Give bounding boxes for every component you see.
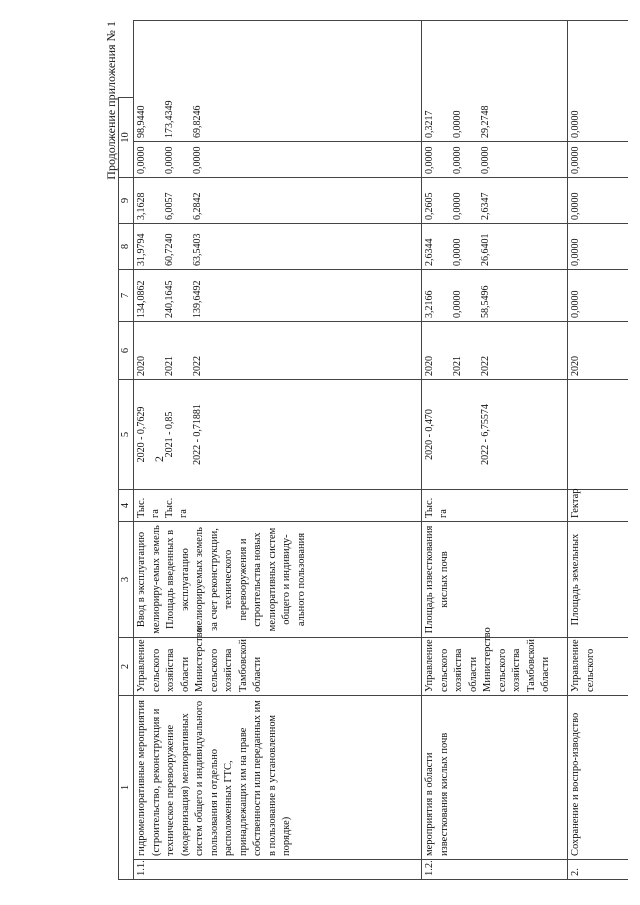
term-value: 2021 - 0,85 <box>164 411 176 458</box>
col9-value: 0,0000 <box>570 146 582 174</box>
indicator: Площадь известкования кислых почв <box>422 522 568 638</box>
col9-value: 0,0000 <box>136 146 148 174</box>
col10-value: 0,0000 <box>452 110 464 138</box>
col6-value: 134,0862 <box>136 280 148 318</box>
term-value: 2022 - 0,71881 <box>192 404 204 465</box>
col7-value: 31,9794 <box>136 233 148 266</box>
term-value: 2020 - 0,470 <box>424 409 436 460</box>
row-number: 1.1. <box>134 860 422 880</box>
header-col-4: 4 <box>119 490 134 522</box>
year-value: 2022 <box>192 356 204 376</box>
unit-cell <box>568 490 628 522</box>
col8-cell <box>568 178 628 224</box>
measure-name: Сохранение и воспро-изводство <box>568 696 628 860</box>
table-row <box>134 21 422 880</box>
col10-cell <box>134 21 422 142</box>
col10-value: 69,8246 <box>192 105 204 138</box>
col9-value: 0,0000 <box>452 146 464 174</box>
col10-value: 98,9440 <box>136 105 148 138</box>
header-col-7: 7 <box>119 270 134 322</box>
header-col-5: 5 <box>119 380 134 490</box>
col10-cell <box>568 21 628 142</box>
executor: Управление сельского <box>568 638 628 696</box>
program-table <box>118 20 628 880</box>
col8-value: 6,0057 <box>164 192 176 220</box>
continuation-title: Продолжение приложения № 1 <box>104 21 118 180</box>
col9-value: 0,0000 <box>192 146 204 174</box>
col8-value: 0,0000 <box>452 192 464 220</box>
col7-value: 0,0000 <box>452 238 464 266</box>
col7-cell <box>134 224 422 270</box>
col10-value: 0,3217 <box>424 110 436 138</box>
col9-value: 0,0000 <box>164 146 176 174</box>
year-value: 2021 <box>452 356 464 376</box>
col6-cell <box>422 270 568 322</box>
header-col-9: 9 <box>119 178 134 224</box>
col6-value: 0,0000 <box>570 290 582 318</box>
col10-value: 0,0000 <box>570 110 582 138</box>
table-row <box>422 21 568 880</box>
col8-cell <box>422 178 568 224</box>
col9-cell <box>422 142 568 178</box>
term-value: 2020 - 0,7629 <box>136 406 148 463</box>
indicator: Площадь земельных <box>568 522 628 638</box>
col6-value: 240,1645 <box>164 280 176 318</box>
year-value: 2020 <box>424 356 436 376</box>
col8-value: 3,1628 <box>136 192 148 220</box>
year-value: 2020 <box>570 356 582 376</box>
col6-value: 58,5496 <box>480 285 492 318</box>
col7-cell <box>422 224 568 270</box>
col7-value: 0,0000 <box>570 238 582 266</box>
col7-value: 26,6401 <box>480 233 492 266</box>
executor: Управление сельского хозяйства области Министерство сельского хозяйства Тамбовской области <box>422 638 568 696</box>
col7-value: 2,6344 <box>424 238 436 266</box>
unit-cell <box>422 490 568 522</box>
indicator: Ввод в эксплуатацию мелиориру-емых земель Площадь введенных в эксплуатацию мелиорируемых земель за счет реконструкции, технического перевооружения и строительства новых мелиоративных систем общего и индивиду-ального пользования <box>134 522 422 638</box>
header-col-1: 1 <box>119 696 134 880</box>
term-value: 2022 - 6,75574 <box>480 404 492 465</box>
col10-cell <box>422 21 568 142</box>
col7-cell <box>568 224 628 270</box>
page-number: 2 <box>152 456 166 462</box>
year-cell <box>422 322 568 380</box>
header-col-8: 8 <box>119 224 134 270</box>
col9-cell <box>134 142 422 178</box>
header-col-10: 10 <box>119 98 134 178</box>
executor: Управление сельского хозяйства области Министерство сельского хозяйства Тамбовской области <box>134 638 422 696</box>
term-cell <box>134 380 422 490</box>
col6-value: 139,6492 <box>192 280 204 318</box>
col9-cell <box>568 142 628 178</box>
unit-cell <box>134 490 422 522</box>
col8-value: 6,2842 <box>192 192 204 220</box>
col8-cell <box>134 178 422 224</box>
col6-cell <box>134 270 422 322</box>
col6-value: 3,2166 <box>424 290 436 318</box>
measure-name: мероприятия в области известкования кислых почв <box>422 696 568 860</box>
row-number: 2. <box>568 860 628 880</box>
col8-value: 0,0000 <box>570 192 582 220</box>
col6-cell <box>568 270 628 322</box>
col8-value: 0,2605 <box>424 192 436 220</box>
unit: Тыс. га <box>424 497 450 518</box>
col9-value: 0,0000 <box>424 146 436 174</box>
unit: Тыс. га <box>164 497 190 518</box>
header-col-6: 6 <box>119 322 134 380</box>
col10-value: 29,2748 <box>480 105 492 138</box>
term-value <box>451 383 479 486</box>
header-col-3: 3 <box>119 522 134 638</box>
col10-value: 173,4349 <box>164 100 176 138</box>
term-cell <box>422 380 568 490</box>
term-value <box>569 383 597 486</box>
col6-value: 0,0000 <box>452 290 464 318</box>
table-row <box>568 21 628 880</box>
term-cell <box>568 380 628 490</box>
unit: Тыс. га <box>136 497 162 518</box>
header-col-2: 2 <box>119 638 134 696</box>
year-cell <box>134 322 422 380</box>
measure-name: гидромелиоративные мероприятия (строительство, реконструкция и техническое перевооружение (модернизация) мелиоративных систем общего и индивидуального пользования и отдельно расположенных ГТС, принадлежащих им на праве собственности или переданных им в пользование в установленном порядке) <box>134 696 422 860</box>
col7-value: 60,7240 <box>164 233 176 266</box>
year-cell <box>568 322 628 380</box>
col9-value: 0,0000 <box>480 146 492 174</box>
col7-value: 63,5403 <box>192 233 204 266</box>
year-value: 2021 <box>164 356 176 376</box>
row-number: 1.2. <box>422 860 568 880</box>
unit: Гектар <box>570 488 582 518</box>
header-row <box>119 21 134 880</box>
year-value: 2020 <box>136 356 148 376</box>
year-value: 2022 <box>480 356 492 376</box>
col8-value: 2,6347 <box>480 192 492 220</box>
